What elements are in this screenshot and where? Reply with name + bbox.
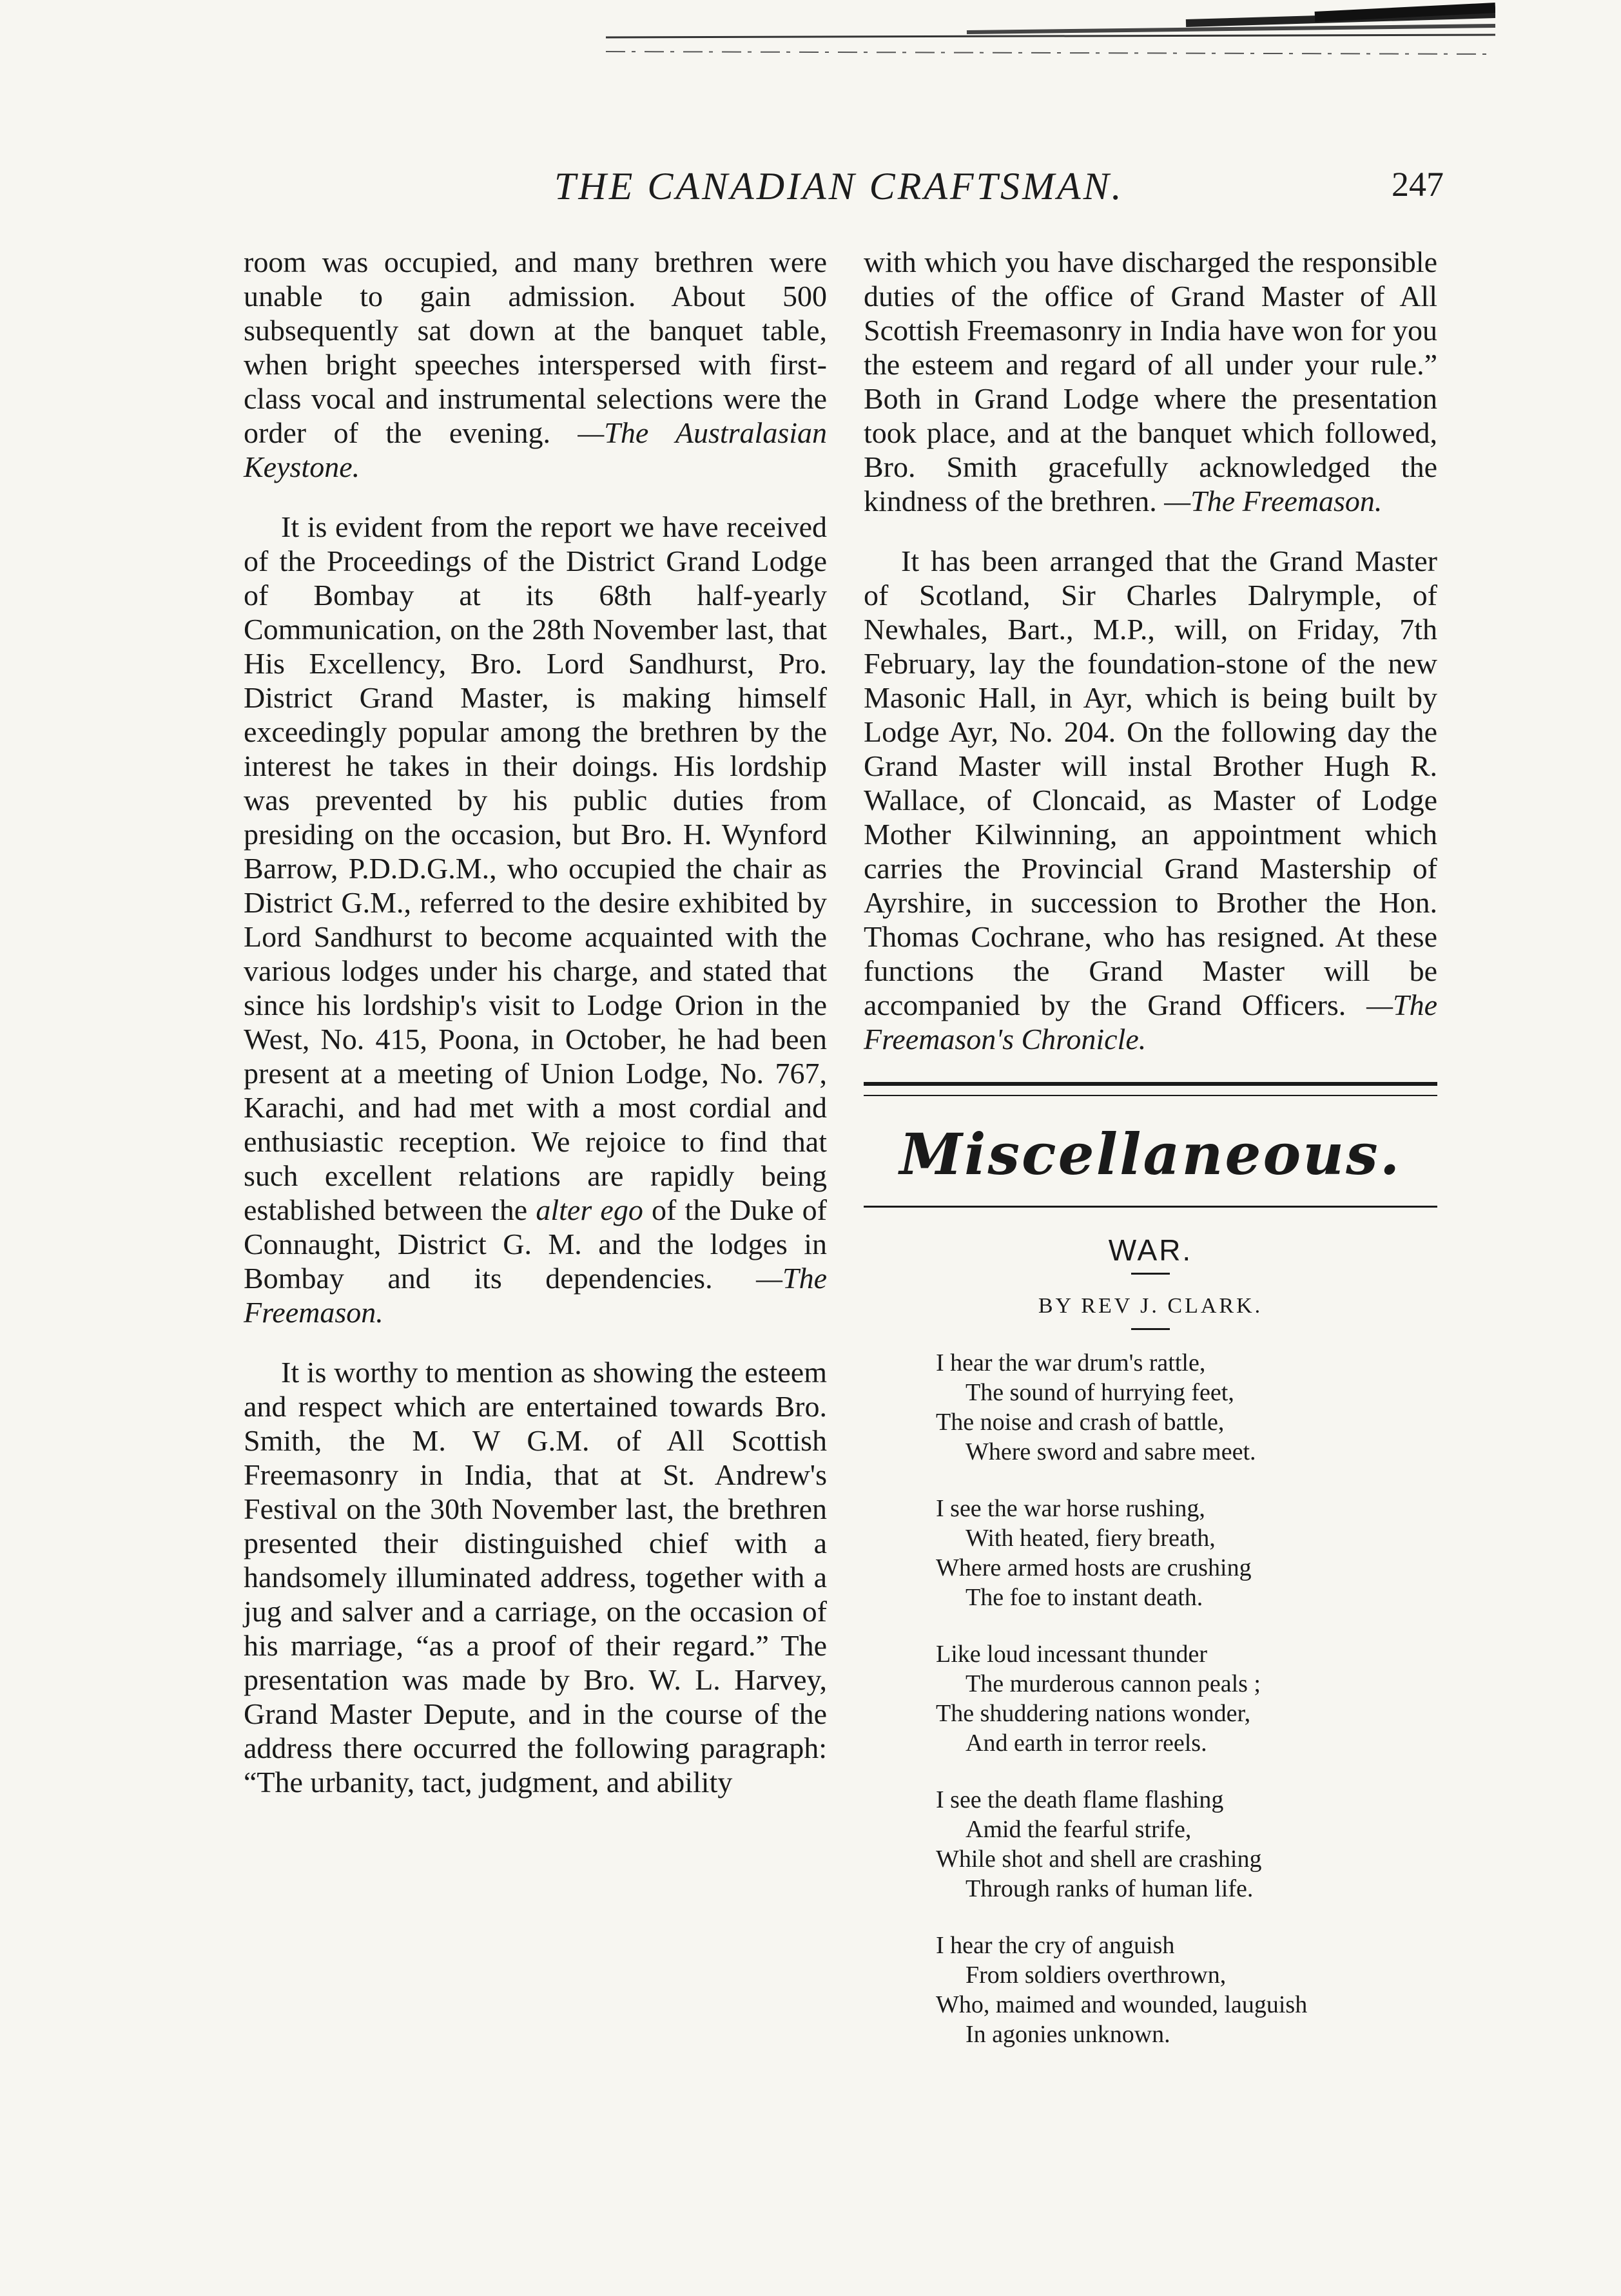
running-header (516, 164, 1482, 222)
poem-line: Through ranks of human life. (966, 1875, 1254, 1902)
poem-line: With heated, fiery breath, (966, 1525, 1216, 1552)
poem-line: I see the death flame flashing (936, 1786, 1224, 1813)
poem-stanza (936, 1639, 1437, 1758)
paragraph-keystone: room was occupied, and many brethren were unable to gain admission. About 500 subsequently sat down at the banquet table, when bright speeches interspersed with first-class vocal and instrumental selections were the order of the evening. —The Australasian Keystone. (244, 246, 828, 483)
poem-line: The noise and crash of battle, (936, 1409, 1225, 1436)
scan-edge-noise (606, 0, 1495, 58)
poem-line: The sound of hurrying feet, (966, 1379, 1234, 1406)
title-dash (1131, 1273, 1170, 1275)
poem-stanza (936, 1785, 1437, 1904)
paragraph-bombay: It is evident from the report we have received of the Proceedings of the District Grand Lodge of Bombay at its 68th half-yearly Communication, on the 28th November last, that His Excellency, Bro. Lord Sandhurst, Pro. District Grand Master, is making himself exceedingly popular among the brethren by the interest he takes in their doings. His lordship was prevented by his public duties from presiding on the occasion, but Bro. H. Wynford Barrow, P.D.D.G.M., who occupied the chair as District G.M., referred to the desire exhibited by Lord Sandhurst to become acquainted with the various lodges under his charge, and stated that since his lordship's visit to Lodge Orion in the West, No. 415, Poona, in October, he had been present at a meeting of Union Lodge, No. 767, Karachi, and had met with a most cordial and enthusiastic reception. We rejoice to find that such excellent relations are rapidly being established between the alter ego of the Duke of Connaught, District G. M. and the lodges in Bombay and its dependencies. —The Freemason. (244, 510, 827, 1329)
paragraph-grand-master-scotland: It has been arranged that the Grand Master of Scotland, Sir Charles Dalrymple, of Newhales, Bart., M.P., will, on Friday, 7th February, lay the foundation-stone of the new Masonic Hall, in Ayr, which is being built by Lodge Ayr, No. 204. On the following day the Grand Master will instal Brother Hugh R. Wallace, of Cloncaid, as Master of Lodge Mother Kilwinning, an appointment which carries the Provincial Grand Mastership of Ayrshire, in succession to Brother the Hon. Thomas Cochrane, who has resigned. At these functions the Grand Master will be accompanied by the Grand Officers. —The Freemason's Chronicle. (864, 545, 1437, 1056)
poem-line: Where armed hosts are crushing (936, 1554, 1252, 1581)
left-column (244, 245, 827, 1825)
poem-line: Like loud incessant thunder (936, 1641, 1208, 1668)
poem-title: WAR. (1108, 1233, 1193, 1267)
right-column (864, 245, 1437, 2076)
poem-line: I see the war horse rushing, (936, 1495, 1205, 1522)
section-heading: Miscellaneous. (899, 1121, 1402, 1188)
poem-line: In agonies unknown. (966, 2021, 1170, 2048)
author-dash (1131, 1328, 1170, 1330)
poem-line: While shot and shell are crashing (936, 1846, 1262, 1873)
poem-stanza (936, 1494, 1437, 1612)
poem-line: Who, maimed and wounded, lauguish (936, 1991, 1308, 2018)
source-citation: —The Australasian Keystone. (244, 416, 828, 483)
poem-stanza (936, 1931, 1437, 2049)
source-citation: —The Freemason. (244, 1262, 827, 1329)
source-citation: —The Freemason's Chronicle. (864, 989, 1437, 1056)
poem-author: BY REV J. CLARK. (1038, 1294, 1263, 1318)
poem-line: And earth in terror reels. (966, 1730, 1207, 1757)
section-divider (864, 1082, 1437, 1096)
poem-line: Amid the fearful strife, (966, 1816, 1192, 1843)
poem-line: The shuddering nations wonder, (936, 1700, 1251, 1727)
paragraph-address-continued: with which you have discharged the responsible duties of the office of Grand Master of All Scottish Freemasonry in India have won for you the esteem and regard of all under your rule.” Both in Grand Lodge where the presentation took place, and at the banquet which followed, Bro. Smith gracefully acknowledged the kindness of the brethren. —The Freemason. (864, 246, 1437, 517)
running-title: THE CANADIAN CRAFTSMAN. (554, 165, 1124, 207)
poem-body (936, 1348, 1437, 2049)
paragraph-st-andrews: It is worthy to mention as showing the esteem and respect which are entertained towards Bro. Smith, the M. W G.M. of All Scottish Freemasonry in India, that at St. Andrew's Festival on the 30th November last, the brethren presented their distinguished chief with a handsomely illuminated address, together with a jug and salver and a carriage, on the occasion of his marriage, “as a proof of their regard.” The presentation was made by Bro. W. L. Harvey, Grand Master Depute, and in the course of the address there occurred the following paragraph: “The urbanity, tact, judgment, and ability (244, 1356, 827, 1799)
poem-stanza (936, 1348, 1437, 1467)
heading-rule (864, 1206, 1437, 1208)
poem-line: I hear the cry of anguish (936, 1932, 1175, 1959)
poem-line: Where sword and sabre meet. (966, 1438, 1256, 1465)
poem-line: From soldiers overthrown, (966, 1962, 1227, 1989)
page-number: 247 (1392, 165, 1444, 204)
poem-line: The murderous cannon peals ; (966, 1670, 1261, 1697)
poem-line: The foe to instant death. (966, 1584, 1203, 1611)
source-citation: —The Freemason. (1164, 485, 1383, 517)
poem-line: I hear the war drum's rattle, (936, 1349, 1206, 1376)
